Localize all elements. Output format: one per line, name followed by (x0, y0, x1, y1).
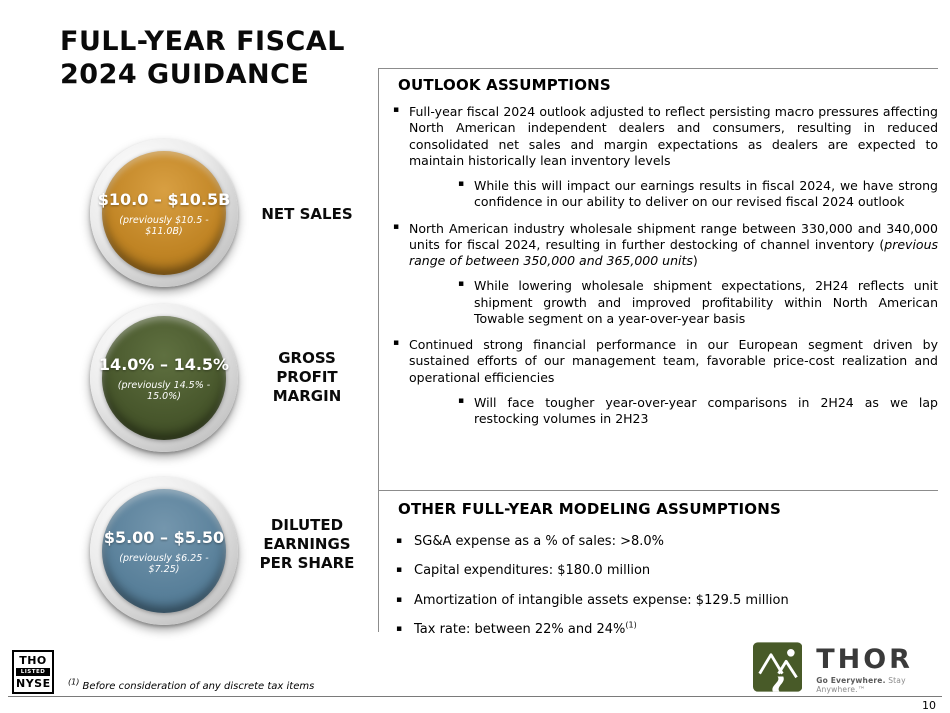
modeling-bullet-sga (390, 534, 938, 550)
net-sales-value: $10.0 – $10.5B (97, 189, 231, 209)
page-number: 10 (922, 699, 936, 712)
outlook-bullet-3 (390, 337, 938, 386)
net-sales-badge (90, 139, 238, 287)
modeling-section (390, 500, 938, 651)
modeling-bullet-sga-text: SG&A expense as a % of sales: >8.0% (414, 534, 665, 549)
net-sales-previous: (previously $10.5 - $11.0B) (119, 214, 209, 237)
page-title (60, 26, 345, 92)
thor-name: THOR (816, 644, 913, 675)
outlook-section (390, 72, 938, 437)
modeling-bullet-tax-rate (390, 622, 938, 638)
modeling-bullet-amortization-text: Amortization of intangible assets expense: $129.5 million (414, 592, 789, 608)
nyse-listed-label: LISTED (16, 668, 50, 676)
outlook-bullet-2-pre: North American industry wholesale shipment range between 330,000 and 340,000 units for fiscal 2024, resulting in further destocking of channel inventory ( (409, 220, 938, 252)
outlook-bullet-1 (390, 104, 938, 169)
diluted-eps-previous: (previously $6.25 - $7.25) (119, 552, 209, 575)
outlook-subbullet-1-text: While this will impact our earnings results in fiscal 2024, we have strong confidence in our ability to deliver on our revised fiscal 2024 outlook (474, 178, 938, 210)
modeling-bullet-capex (390, 563, 938, 579)
thor-tagline-bold: Go Everywhere. (816, 676, 886, 685)
nyse-listed-badge (12, 650, 54, 694)
outlook-bullet-1-text: Full-year fiscal 2024 outlook adjusted to reflect persisting macro pressures affecting North American independent dealers and consumers, resulting in reduced consolidated net sales and margin expectations as dealers are expected to maintain historically lean inventory levels (409, 104, 938, 168)
gross-profit-margin-label: GROSS PROFIT MARGIN (272, 349, 342, 405)
outlook-subbullet-3-text: Will face tougher year-over-year comparisons in 2H24 as we lap restocking volumes in 2H23 (474, 394, 938, 426)
title-line-1: FULL-YEAR FISCAL (60, 26, 345, 57)
modeling-bullet-capex-text: Capital expenditures: $180.0 million (414, 563, 651, 579)
footnote-marker: (1) (68, 677, 80, 687)
modeling-bullet-tax-rate-text: Tax rate: between 22% and 24% (414, 621, 626, 637)
gross-profit-margin-badge-circle (98, 316, 230, 440)
gross-profit-margin-previous: (previously 14.5% - 15.0%) (117, 379, 211, 402)
outlook-subbullet-2 (455, 278, 938, 327)
top-divider (378, 68, 938, 69)
outlook-heading: OUTLOOK ASSUMPTIONS (398, 76, 611, 94)
modeling-bullet-amortization (390, 593, 938, 609)
thor-wordmark (816, 641, 950, 694)
outlook-bullet-3-text: Continued strong financial performance in our European segment driven by sustained efforts of our management team, favorable price-cost realization and operational efficiencies (409, 337, 938, 385)
gross-profit-margin-value: 14.0% – 14.5% (98, 354, 230, 374)
thor-tagline (816, 676, 950, 694)
outlook-subbullet-1 (455, 178, 938, 211)
footnote (68, 677, 315, 692)
gross-profit-margin-badge (90, 304, 238, 452)
footnote-text: Before consideration of any discrete tax items (79, 681, 315, 692)
outlook-bullet-2-post: ) (692, 253, 698, 268)
net-sales-label: NET SALES (261, 205, 353, 223)
thor-logo (753, 641, 950, 694)
diluted-eps-badge (90, 477, 238, 625)
nyse-exchange-label: NYSE (16, 677, 51, 690)
outlook-subbullet-2-text: While lowering wholesale shipment expectations, 2H24 reflects unit shipment growth and improved profitability within North American Towable segment on a year-over-year basis (474, 278, 938, 326)
title-line-2: 2024 GUIDANCE (60, 58, 310, 90)
outlook-bullet-2 (390, 221, 938, 270)
footer-divider (8, 696, 942, 697)
column-divider (378, 68, 379, 632)
nyse-ticker: THO (19, 654, 47, 667)
modeling-heading: OTHER FULL-YEAR MODELING ASSUMPTIONS (398, 500, 781, 518)
net-sales-badge-circle (97, 151, 231, 275)
thor-mountain-icon (753, 641, 802, 693)
diluted-eps-label: DILUTED EARNINGS PER SHARE (259, 516, 355, 572)
diluted-eps-badge-circle (102, 489, 226, 613)
tax-rate-footnote-marker: (1) (625, 620, 637, 630)
outlook-subbullet-3 (455, 395, 938, 428)
section-divider (378, 490, 938, 491)
outlook-bullet-2-italic: previous range of between 350,000 and 365,000 units (409, 236, 938, 268)
diluted-eps-value: $5.00 – $5.50 (103, 527, 225, 547)
thor-tagline-rest: Stay Anywhere.™ (816, 676, 906, 694)
